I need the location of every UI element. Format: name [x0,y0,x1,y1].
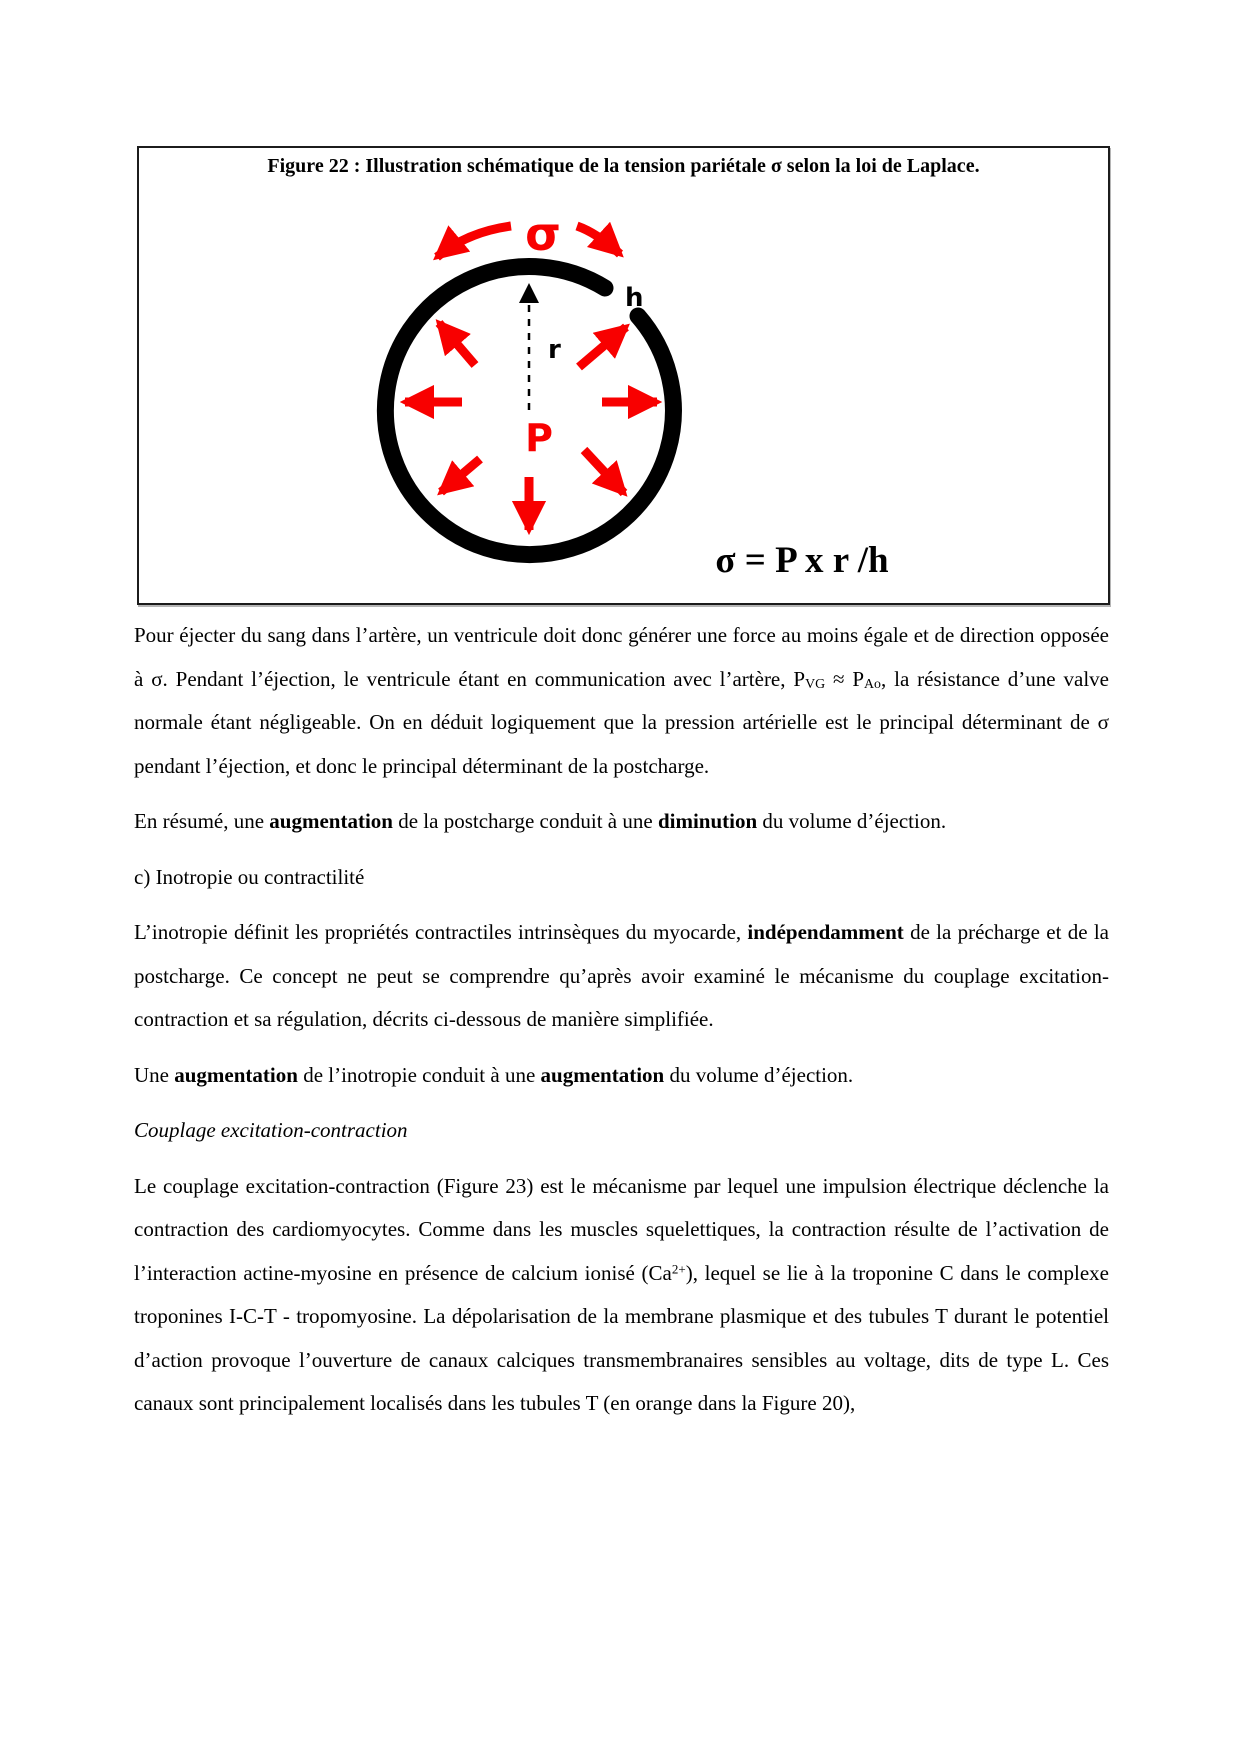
sigma-tension-arc-right [577,226,620,254]
text-segment: indépendamment [747,920,904,944]
sigma-label: σ [525,207,561,261]
paragraph-couplage [134,1165,1109,1426]
text-segment: c) Inotropie ou contractilité [134,864,365,889]
text-segment: 2+ [671,1261,686,1276]
text-segment: du volume d’éjection. [664,1062,854,1087]
text-segment: augmentation [269,809,393,833]
text-segment: Couplage excitation-contraction [134,1118,408,1142]
sigma-tension-arc-left [437,226,511,257]
paragraph-resume-postcharge [134,800,1109,844]
text-segment: de l’inotropie conduit à une [297,1062,541,1087]
text-segment: L’inotropie définit les propriétés contractiles intrinsèques du myocarde, [134,920,748,944]
text-segment: En résumé, une [134,809,270,833]
body-text [134,614,1109,1438]
laplace-formula: σ = P x r /h [715,540,889,581]
text-segment: augmentation [540,1062,665,1087]
text-segment: Une [134,1062,175,1087]
text-segment: du volume d’éjection. [757,809,947,833]
text-segment: Le couplage excitation-contraction (Figure 23) est le mécanisme par lequel une impulsion électrique déclenche la contraction des cardiomyocytes. Comme dans les muscles squelettiques, la contraction résulte de l’activation de l’interaction actine-myosine en présence de calcium ionisé (Ca [134,1173,1109,1285]
radius-label: r [548,335,561,365]
figure-caption: Figure 22 : Illustration schématique de la tension pariétale σ selon la loi de Laplace. [267,155,980,177]
paragraph-inotropie [134,911,1109,1042]
figure-22-frame [137,146,1110,605]
text-segment: diminution [657,809,758,833]
laplace-law-diagram [139,148,1108,603]
text-segment: , la résistance d’une valve normale étant négligeable. On en déduit logiquement que la pression artérielle est le principal déterminant de σ pendant l’éjection, et donc le principal déterminant de la postcharge. [134,666,1109,778]
paragraph-augmentation-inotropie [134,1054,1109,1098]
pressure-arrow-up-left [439,323,475,365]
heading-inotropie [134,856,1109,900]
text-segment: Ao [864,675,881,691]
text-segment: Pour éjecter du sang dans l’artère, un ventricule doit donc générer une force au moins égale et de direction opposée à σ. Pendant l’éjection, le ventricule étant en communication avec l’artère, P [134,623,1109,691]
paragraph-ejection [134,614,1109,788]
pressure-arrow-down-left [441,459,480,492]
text-segment: ≈ P [825,666,865,691]
text-segment: VG [805,675,826,691]
text-segment: de la postcharge conduit à une [392,809,658,833]
pressure-arrow-up-right [579,327,626,367]
pressure-label: P [525,416,553,460]
heading-couplage-excitation-contraction [134,1109,1109,1153]
wall-thickness-label: h [625,283,644,313]
text-segment: augmentation [174,1062,298,1087]
text-segment: de la précharge et de la postcharge. Ce concept ne peut se comprendre qu’après avoir examiné le mécanisme du couplage excitation-contraction et sa régulation, décrits ci-dessous de manière simplifiée. [134,920,1109,1031]
pressure-arrow-down-right [584,450,624,493]
text-segment: ), lequel se lie à la troponine C dans le complexe troponines I-C-T - tropomyosine. La dépolarisation de la membrane plasmique et des tubules T durant le potentiel d’action provoque l’ouverture de canaux calciques transmembranaires sensibles au voltage, dits de type L. Ces canaux sont principalement localisés dans les tubules T (en orange dans la Figure 20), [134,1260,1109,1415]
